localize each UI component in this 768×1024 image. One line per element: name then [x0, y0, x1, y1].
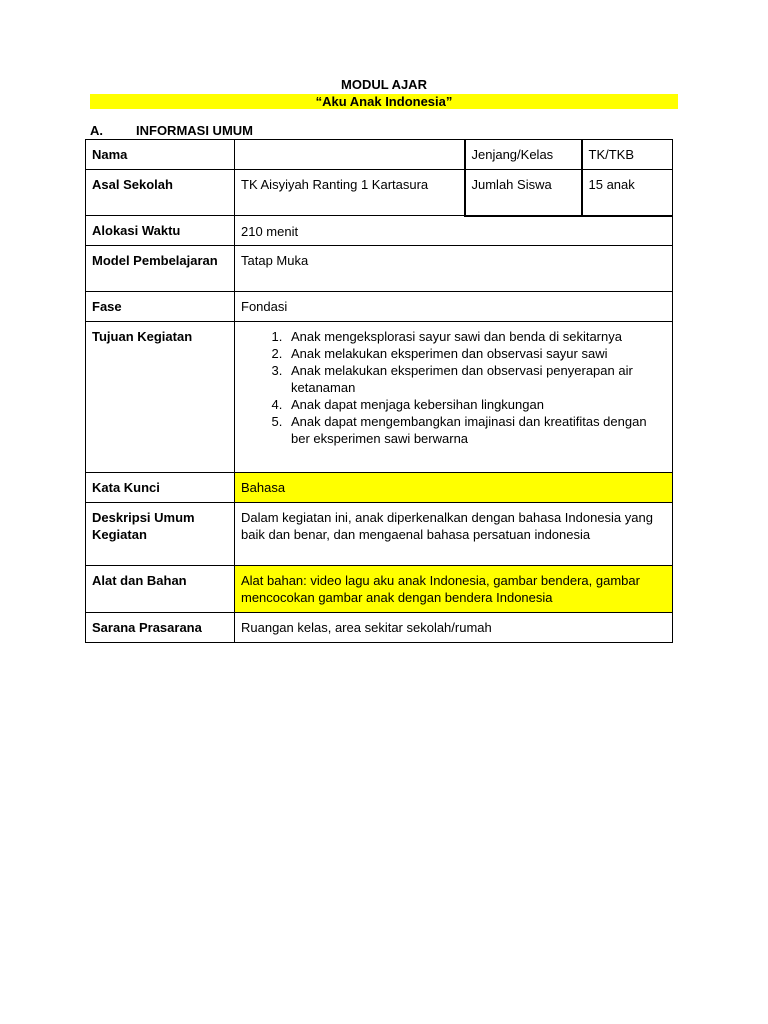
general-info-table [85, 139, 673, 643]
label-kata-kunci: Kata Kunci [86, 473, 235, 503]
row-model [86, 246, 673, 292]
row-asal-sekolah [86, 170, 673, 216]
document-subtitle: “Aku Anak Indonesia” [90, 94, 678, 109]
row-kata-kunci [86, 473, 673, 503]
goal-item: 3. Anak melakukan eksperimen dan observasi penyerapan air ketanaman [286, 362, 666, 396]
label-tujuan: Tujuan Kegiatan [86, 322, 235, 473]
label-deskripsi: Deskripsi Umum Kegiatan [86, 503, 235, 566]
value-alokasi-waktu: 210 menit [235, 216, 673, 246]
value-jumlah-siswa: 15 anak [582, 170, 673, 216]
document-title: MODUL AJAR [341, 77, 427, 92]
row-sarana [86, 613, 673, 643]
row-alat-bahan [86, 566, 673, 613]
label-nama: Nama [86, 140, 235, 170]
value-fase: Fondasi [235, 292, 673, 322]
goal-list [241, 328, 666, 447]
row-fase [86, 292, 673, 322]
label-asal-sekolah: Asal Sekolah [86, 170, 235, 216]
value-jenjang: TK/TKB [582, 140, 673, 170]
label-fase: Fase [86, 292, 235, 322]
label-alat-bahan: Alat dan Bahan [86, 566, 235, 613]
value-nama [235, 140, 465, 170]
label-jenjang: Jenjang/Kelas [465, 140, 582, 170]
value-model: Tatap Muka [235, 246, 673, 292]
row-tujuan [86, 322, 673, 473]
label-sarana: Sarana Prasarana [86, 613, 235, 643]
row-nama [86, 140, 673, 170]
row-alokasi-waktu [86, 216, 673, 246]
label-model: Model Pembelajaran [86, 246, 235, 292]
goal-item: 2. Anak melakukan eksperimen dan observasi sayur sawi [286, 345, 666, 362]
section-heading [90, 123, 253, 139]
goal-item: 1. Anak mengeksplorasi sayur sawi dan benda di sekitarnya [286, 328, 666, 345]
value-asal-sekolah: TK Aisyiyah Ranting 1 Kartasura [235, 170, 465, 216]
value-kata-kunci: Bahasa [235, 473, 673, 503]
value-sarana: Ruangan kelas, area sekitar sekolah/rumah [235, 613, 673, 643]
value-deskripsi: Dalam kegiatan ini, anak diperkenalkan dengan bahasa Indonesia yang baik dan benar, dan mengaenal bahasa persatuan indonesia [235, 503, 673, 566]
value-alat-bahan: Alat bahan: video lagu aku anak Indonesia, gambar bendera, gambar mencocokan gambar anak dengan bendera Indonesia [235, 566, 673, 613]
label-alokasi-waktu: Alokasi Waktu [86, 216, 235, 246]
section-title: INFORMASI UMUM [136, 123, 253, 138]
goal-item: 5. Anak dapat mengembangkan imajinasi dan kreatifitas dengan ber eksperimen sawi berwarna [286, 413, 666, 447]
value-tujuan [235, 322, 673, 473]
label-jumlah-siswa: Jumlah Siswa [465, 170, 582, 216]
goal-item: 4. Anak dapat menjaga kebersihan lingkungan [286, 396, 666, 413]
row-deskripsi [86, 503, 673, 566]
section-letter: A. [90, 123, 103, 138]
